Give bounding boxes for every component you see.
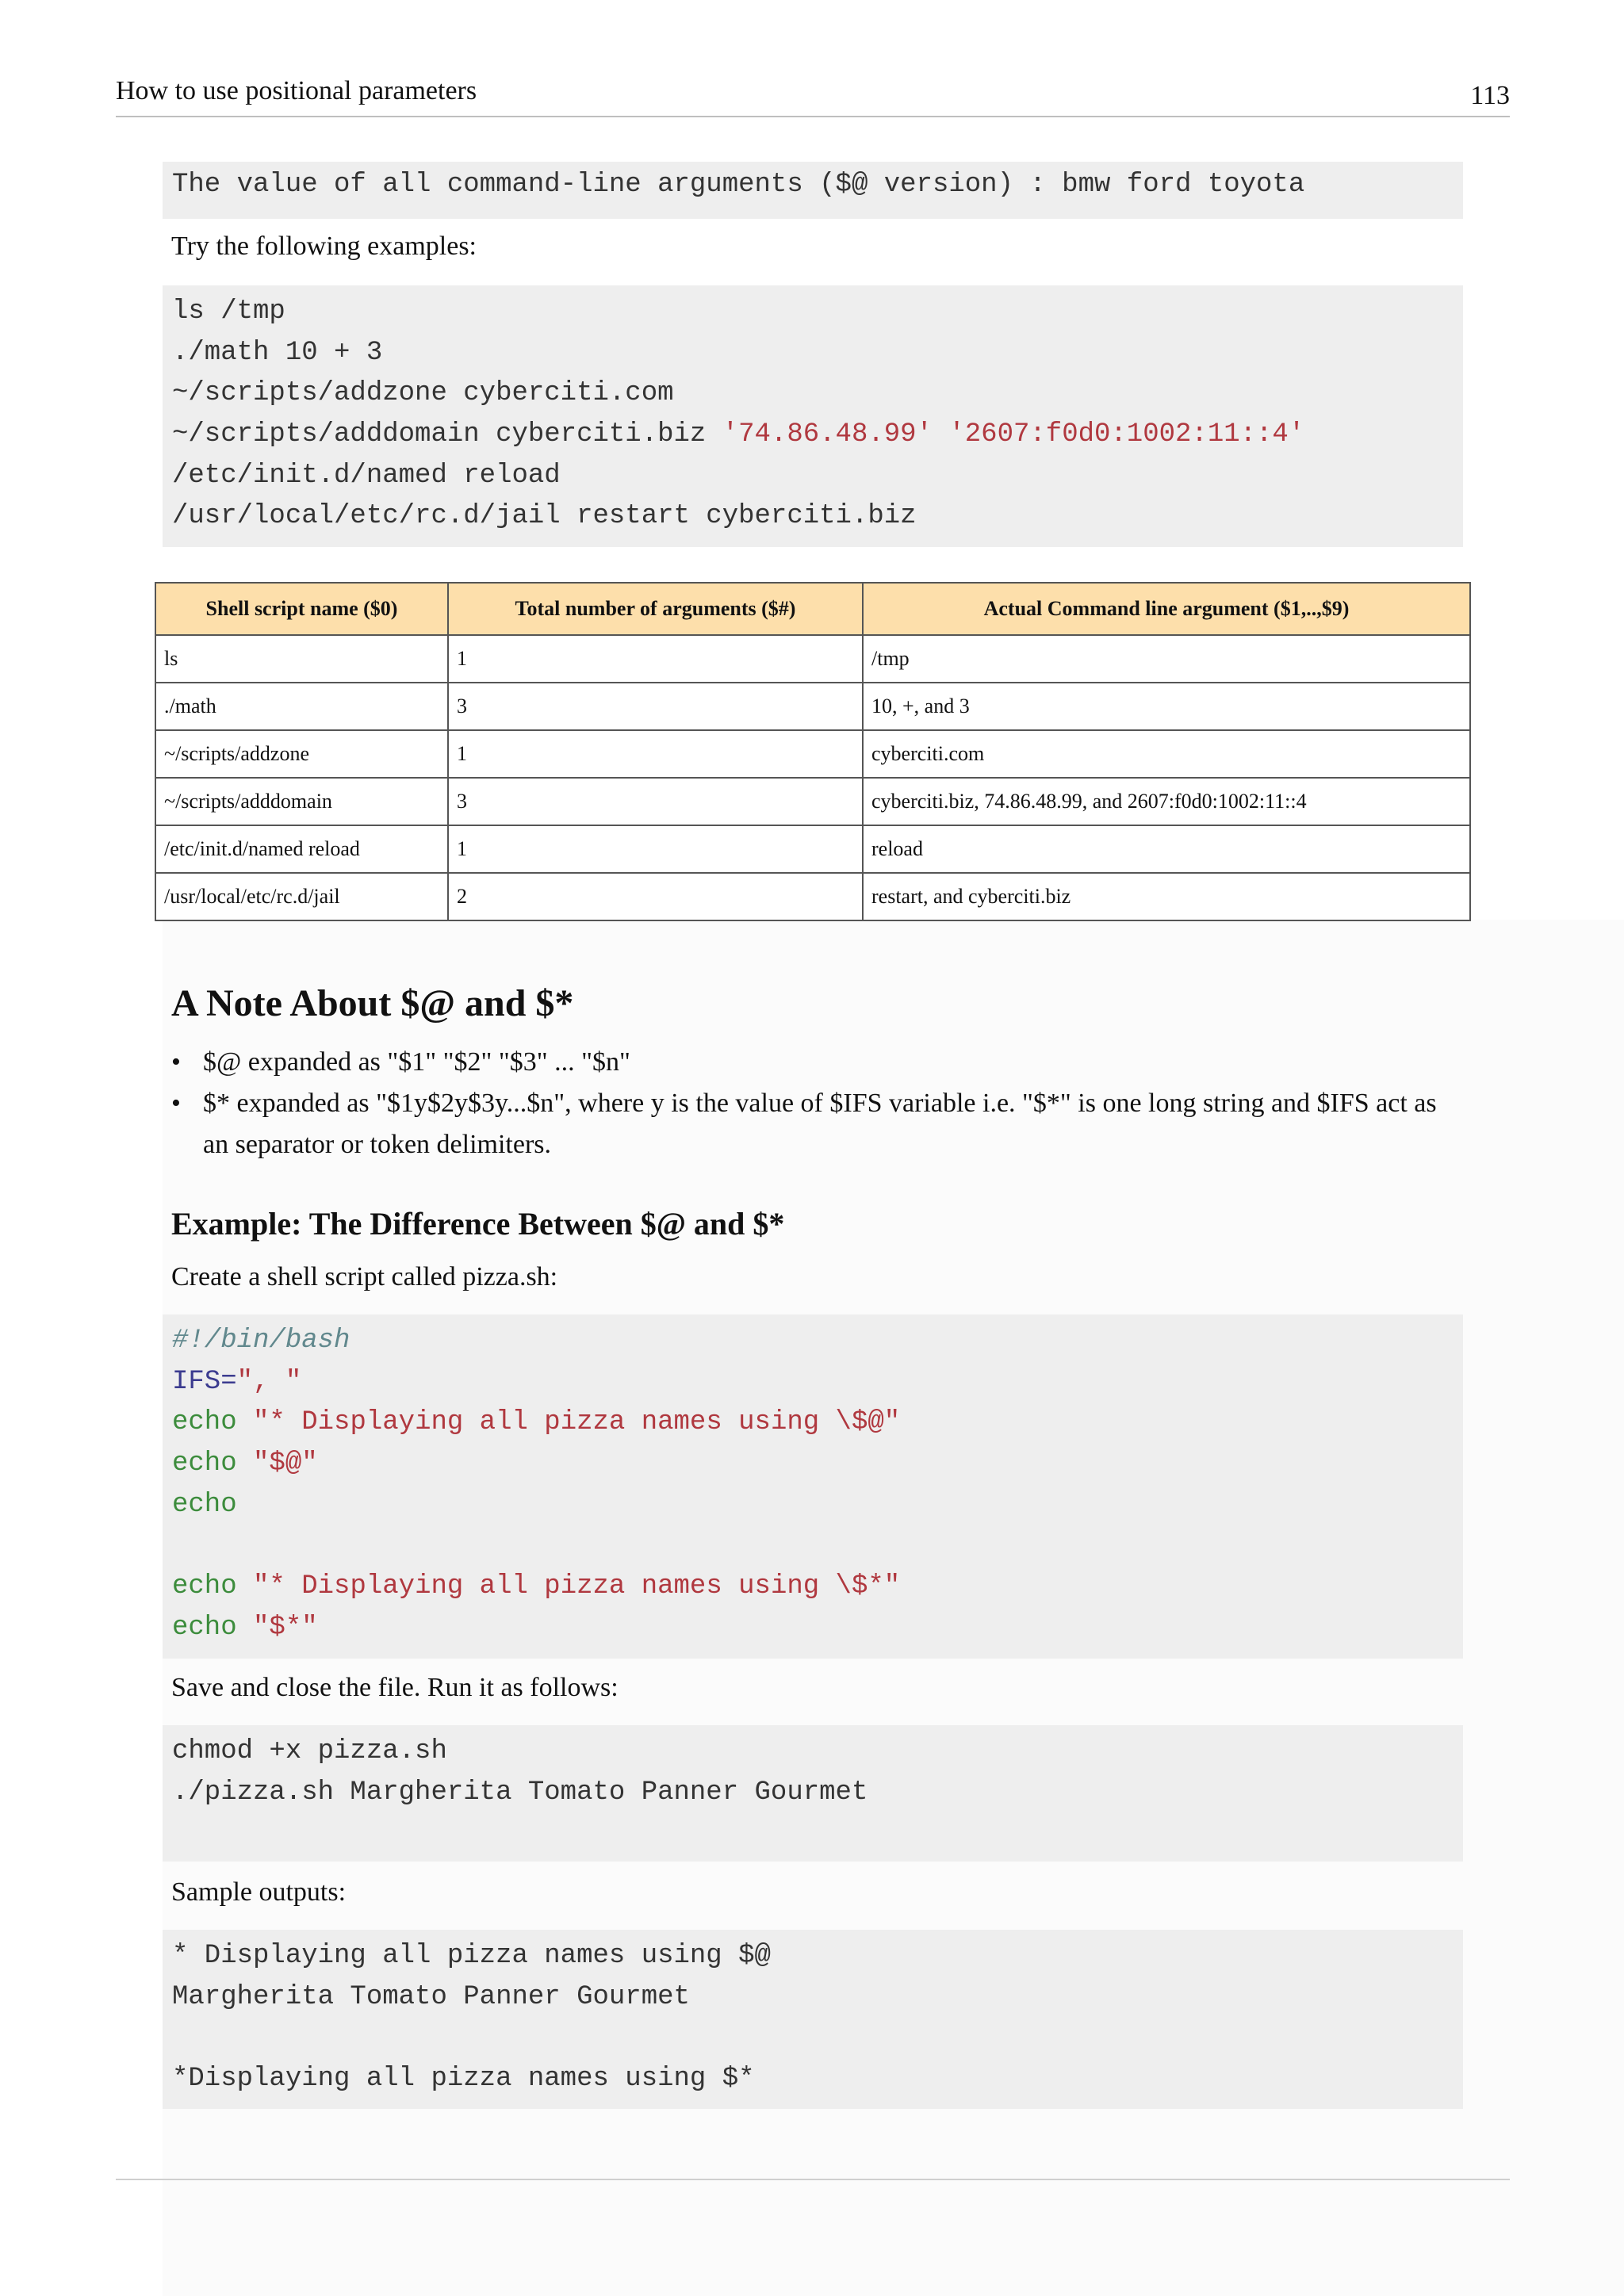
code-block-sample-output [163,1930,1463,2109]
table-cell: 3 [448,683,863,730]
table-row [155,778,1470,825]
code-line [172,1485,1454,1526]
table-cell: /usr/local/etc/rc.d/jail [155,873,448,920]
code-keyword: echo [172,1489,237,1520]
code-block-examples [163,285,1463,547]
table-header-cell: Total number of arguments ($#) [448,583,863,635]
code-line: ls /tmp [172,297,285,327]
table-cell: reload [863,825,1470,873]
list-item: • $@ expanded as "$1" "$2" "$3" ... "$n" [171,1042,1440,1083]
code-line: /usr/local/etc/rc.d/jail restart cyberciti.biz [172,501,917,532]
code-block-output-all-args [163,162,1463,219]
paragraph-save-run: Save and close the file. Run it as follows: [171,1673,619,1702]
code-block-run [163,1725,1463,1862]
arguments-table [155,582,1471,921]
code-keyword: echo [172,1571,237,1602]
code-line-blank [172,2018,1454,2059]
code-line: /etc/init.d/named reload [172,460,561,491]
code-line [172,1567,1454,1608]
subsection-heading-example: Example: The Difference Between $@ and $* [171,1206,785,1242]
table-row [155,873,1470,920]
table-cell: 3 [448,778,863,825]
code-string: ", " [236,1366,302,1397]
table-row [155,683,1470,730]
code-string: "$@" [253,1448,318,1479]
table-cell: ~/scripts/adddomain [155,778,448,825]
table-header-cell: Shell script name ($0) [155,583,448,635]
table-cell: cyberciti.biz, 74.86.48.99, and 2607:f0d0:1002:11::4 [863,778,1470,825]
footer-divider [116,2179,1510,2180]
paragraph-try-examples: Try the following examples: [171,232,477,261]
table-header-cell: Actual Command line argument ($1,..,$9) [863,583,1470,635]
code-line: *Displaying all pizza names using $* [172,2064,755,2095]
paragraph-sample-outputs: Sample outputs: [171,1877,347,1907]
code-line [172,1444,1454,1485]
code-string: "* Displaying all pizza names using \$@" [253,1407,901,1438]
code-string: "* Displaying all pizza names using \$*" [253,1571,901,1602]
table-cell: ls [155,635,448,683]
table-cell: restart, and cyberciti.biz [863,873,1470,920]
table-cell: 1 [448,825,863,873]
paragraph-create-script: Create a shell script called pizza.sh: [171,1262,558,1292]
code-variable: IFS= [172,1366,237,1397]
table-cell: cyberciti.com [863,730,1470,778]
note-bullet-list [171,1042,1440,1165]
code-line [172,1402,1454,1444]
code-string: '74.86.48.99' '2607:f0d0:1002:11::4' [722,419,1305,450]
code-keyword: echo [172,1448,237,1479]
code-line: #!/bin/bash [172,1326,350,1356]
code-command: ~/scripts/adddomain cyberciti.biz [172,419,722,450]
code-line: ~/scripts/addzone cyberciti.com [172,378,674,409]
table-cell: 1 [448,730,863,778]
table-row [155,825,1470,873]
table-cell: /etc/init.d/named reload [155,825,448,873]
code-keyword: echo [172,1407,237,1438]
code-line: The value of all command-line arguments ($@ version) : bmw ford toyota [172,170,1305,200]
table-header-row [155,583,1470,635]
table-row [155,635,1470,683]
page-number: 113 [1470,81,1510,110]
table-cell: ./math [155,683,448,730]
code-line: chmod +x pizza.sh [172,1736,447,1766]
code-line [172,1362,1454,1403]
table-row [155,730,1470,778]
list-item: • $* expanded as "$1y$2y$3y...$n", where y is the value of $IFS variable i.e. "$*" is one long string and $IFS act as an separator or token delimiters. [171,1083,1440,1165]
code-line: * Displaying all pizza names using $@ [172,1941,771,1971]
code-line [172,1608,1454,1649]
page-header [116,76,1510,117]
table-cell: 10, +, and 3 [863,683,1470,730]
code-line: Margherita Tomato Panner Gourmet [172,1981,690,2012]
table-cell: 1 [448,635,863,683]
table-cell: /tmp [863,635,1470,683]
code-line: ./math 10 + 3 [172,337,383,368]
code-string: "$*" [253,1612,318,1643]
page-title: How to use positional parameters [116,76,477,105]
code-line-blank [172,1525,1454,1567]
table-cell: 2 [448,873,863,920]
code-block-pizza-script [163,1314,1463,1659]
table-cell: ~/scripts/addzone [155,730,448,778]
section-heading-note: A Note About $@ and $* [171,982,574,1024]
code-keyword: echo [172,1612,237,1643]
code-line: ./pizza.sh Margherita Tomato Panner Gourmet [172,1777,868,1808]
code-line [172,415,1454,456]
